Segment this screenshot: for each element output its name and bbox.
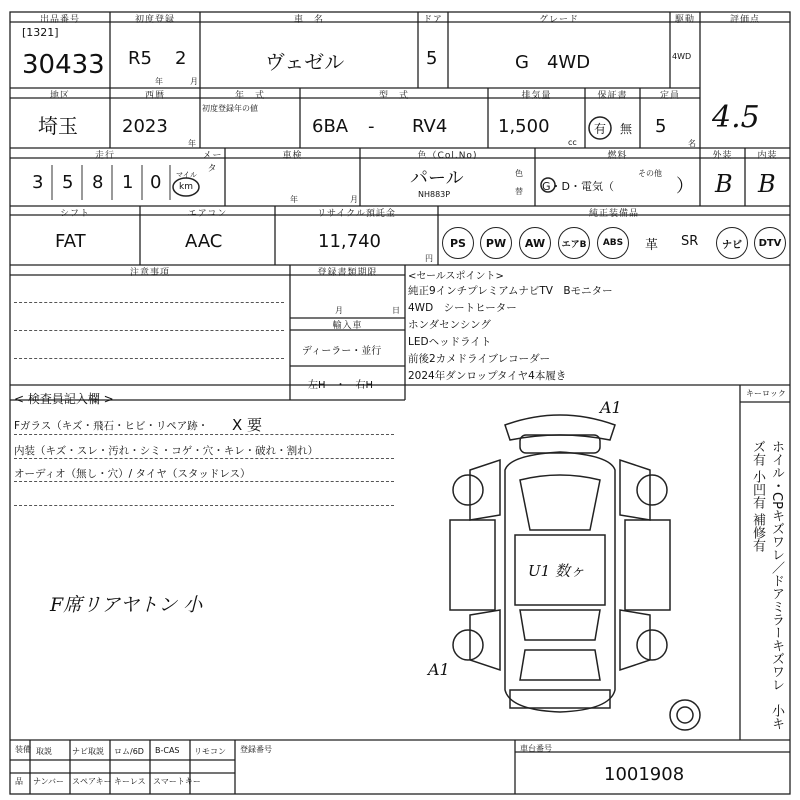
sales-point-3: ホンダセンシング (408, 319, 491, 331)
warranty-no: 無 (620, 122, 633, 136)
hdr-fuel: 燃料 (607, 151, 628, 161)
displacement-unit: cc (568, 138, 577, 147)
mileage-unit-km: km (179, 182, 193, 192)
hdr-shift: シフト (59, 209, 90, 219)
caution-line-3 (14, 358, 284, 359)
mileage-unit-mile: マイル (176, 171, 197, 179)
model-code: RV4 (412, 116, 448, 137)
footer-label-plate: ナンバー (33, 777, 65, 786)
equip-abs: ABS (597, 227, 629, 259)
hdr-model: 型 式 (378, 91, 409, 101)
area: 埼玉 (38, 114, 78, 138)
hdr-first-reg: 初度登録 (134, 15, 175, 25)
mileage-digit-4: 1 (122, 172, 134, 193)
hdr-meter: メータ (202, 151, 223, 174)
score-value: 4.5 (712, 100, 760, 135)
color-code: NH883P (418, 190, 451, 199)
hdr-year-west: 西暦 (144, 91, 165, 101)
first-reg-month-unit: 月 (190, 77, 198, 86)
footer-row-top: 装備 (15, 745, 31, 754)
hdr-keys: キーロック (746, 389, 786, 398)
hdr-drive: 駆動 (674, 15, 695, 25)
grade: G 4WD (515, 52, 591, 73)
car-name: ヴェゼル (265, 50, 345, 74)
model-prefix: 6BA (312, 116, 349, 137)
footer-label-remote: リモコン (194, 747, 226, 756)
inspector-glass: Fガラス（キズ・飛石・ヒビ・リペア跡・ (14, 420, 209, 432)
model-dash: - (368, 116, 375, 137)
capacity-unit: 名 (688, 139, 696, 148)
hdr-model-year: 年 式 (234, 91, 265, 101)
color-label-col: 色 (515, 169, 523, 178)
reg-period-day: 日 (392, 306, 400, 315)
inspector-line-2 (14, 458, 394, 459)
year-unit: 年 (188, 139, 196, 148)
exterior-grade: B (715, 170, 733, 198)
hdr-inspection: 車検 (282, 151, 303, 161)
mileage-digit-5: 0 (150, 172, 162, 193)
inspector-interior: 内装（キズ・スレ・汚れ・シミ・コゲ・穴・キレ・破れ・割れ） (14, 445, 319, 457)
mileage-digit-1: 3 (32, 172, 44, 193)
sales-point-1: 純正9インチプレミアムナビTV Bモニター (408, 285, 613, 297)
capacity: 5 (655, 116, 667, 137)
first-reg-month: 2 (175, 48, 187, 69)
equip-ps: PS (442, 227, 474, 259)
footer-reg-number: 登録番号 (240, 745, 272, 754)
fuel-other: その他 (638, 169, 662, 178)
equip-navi: ナビ (716, 227, 748, 259)
hdr-equipment: 純正装備品 (588, 209, 639, 219)
footer-chassis-label: 車台番号 (520, 744, 552, 753)
equip-airbag: エアB (558, 227, 590, 259)
chassis-number: 1001908 (604, 764, 685, 785)
inspection-year: 年 (290, 195, 298, 204)
drive: 4WD (672, 52, 692, 61)
equip-pw: PW (480, 227, 512, 259)
equip-dtv: DTV (754, 227, 786, 259)
year-west: 2023 (122, 116, 168, 137)
color-name: パール (410, 168, 464, 189)
color-label-code: 替 (515, 187, 523, 196)
first-reg-year-unit: 年 (155, 77, 163, 86)
inspector-title: < 検査員記入欄 > (14, 392, 114, 406)
hdr-score: 評価点 (729, 15, 760, 25)
hdr-area: 地区 (49, 91, 70, 101)
inspector-audio: オーディオ（無し・穴）/ タイヤ（スタッドレス） (14, 468, 251, 480)
interior-grade: B (758, 170, 776, 198)
warranty-yes: 有 (594, 122, 607, 136)
import-dealer: ディーラー・並行 (302, 346, 382, 357)
glass-mark: X 要 (232, 416, 263, 434)
footer-label-smart-key: スマートキー (153, 777, 201, 786)
fuel-types: G・D・電気（ (542, 180, 614, 193)
equip-leather: 革 (645, 238, 659, 253)
side-note: ホイル・CPキズワレ／ドアミラーキズワレ 小キズ有 小凹有 補修有 (750, 440, 784, 730)
hdr-reg-period: 登録書類期限 (317, 268, 378, 278)
inspection-month: 月 (350, 195, 358, 204)
mileage-digit-2: 5 (62, 172, 74, 193)
import-hand: 左H ・ 右H (308, 380, 374, 391)
hdr-car-name: 車 名 (293, 15, 324, 25)
footer-label-navi-manual: ナビ取説 (72, 747, 104, 756)
sales-point-2: 4WD シートヒーター (408, 302, 517, 314)
footer-label-rom: ロム/6D (114, 747, 144, 756)
sales-point-6: 2024年ダンロップタイヤ4本履き (408, 370, 567, 382)
inspector-line-4 (14, 505, 394, 506)
hdr-lot: 出品番号 (39, 15, 80, 25)
hdr-color: 色（Col.No) (417, 151, 478, 161)
inspector-line-3 (14, 481, 394, 482)
footer-label-manual: 取説 (36, 747, 52, 756)
equip-sr: SR (681, 234, 699, 249)
door-count: 5 (426, 48, 438, 69)
footer-label-keyless: キーレス (114, 777, 146, 786)
hdr-aircon: エアコン (187, 209, 228, 219)
shift: FAT (55, 231, 86, 252)
model-year-note: 初度登録年の値 (202, 104, 258, 113)
hdr-mileage: 走行 (94, 151, 115, 161)
diagram-note: U1 数ヶ (528, 562, 585, 580)
caution-line-2 (14, 330, 284, 331)
handwritten-note: F席リアヤトン 小 (50, 594, 203, 616)
sales-point-4: LEDヘッドライト (408, 336, 492, 348)
displacement: 1,500 (498, 116, 550, 137)
hdr-interior: 内装 (757, 151, 778, 161)
aircon: AAC (185, 231, 223, 252)
reg-period-month: 月 (335, 306, 343, 315)
hdr-exterior: 外装 (712, 151, 733, 161)
lot-code: [1321] (22, 26, 59, 39)
recycle-fee: 11,740 (318, 231, 381, 252)
hdr-caution: 注意事項 (129, 268, 170, 278)
footer-label-bcas: B-CAS (155, 746, 180, 755)
lot-number: 30433 (22, 50, 105, 80)
hdr-recycle: リサイクル預託金 (317, 209, 396, 219)
first-reg-era: R5 (128, 48, 152, 69)
fuel-close: ） (676, 176, 694, 197)
hdr-capacity: 定員 (659, 91, 680, 101)
a1-left: A1 (428, 660, 450, 679)
mileage-digit-3: 8 (92, 172, 104, 193)
hdr-import: 輸入車 (332, 321, 363, 331)
hdr-warranty: 保証書 (597, 91, 628, 101)
sales-point-5: 前後2カメドライブレコーダー (408, 353, 551, 365)
footer-row-bottom: 品 (15, 777, 23, 786)
footer-label-spare-key: スペアキー (72, 777, 112, 786)
equip-aw: AW (519, 227, 551, 259)
a1-top: A1 (600, 398, 622, 417)
hdr-sales-points: <セールスポイント> (408, 271, 504, 282)
caution-line-1 (14, 302, 284, 303)
hdr-displacement: 排気量 (521, 91, 552, 101)
hdr-door: ドア (423, 15, 443, 25)
inspector-line-1 (14, 434, 394, 435)
recycle-unit: 円 (425, 254, 433, 263)
hdr-grade: グレード (538, 15, 579, 25)
